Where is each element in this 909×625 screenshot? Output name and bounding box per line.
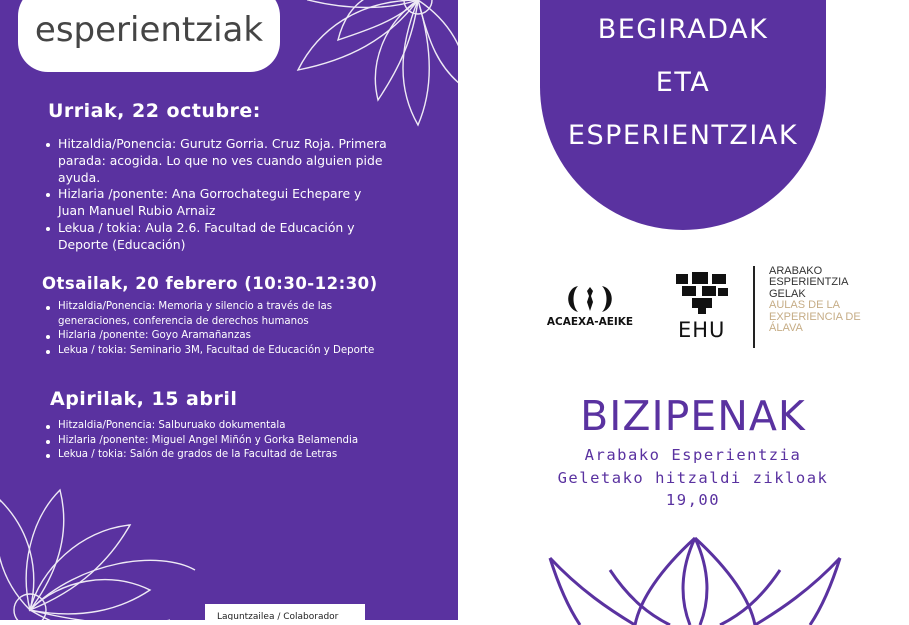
main-title: BIZIPENAK (580, 392, 806, 440)
acaexa-logo-icon (538, 284, 642, 314)
mandala-decoration-icon (268, 0, 458, 130)
ehu-aulas-text (769, 266, 861, 334)
panel-title: esperientziak (34, 10, 264, 50)
header-banner (540, 0, 826, 230)
list-item: parada: acogida. Lo que no ves cuando alguien pide (58, 152, 383, 168)
session-heading: Otsailak, 20 febrero (10:30-12:30) (42, 274, 378, 293)
list-item: Hizlaria /ponente: Goyo Aramañanzas (58, 329, 458, 344)
ehu-text-line: GELAK (769, 287, 806, 300)
list-item: Lekua / tokia: Aula 2.6. Facultad de Educación y (58, 220, 448, 237)
session-heading: Urriak, 22 octubre: (48, 100, 261, 122)
subtitle-line: Arabako Esperientzia (584, 446, 802, 464)
ehu-text-line: ÁLAVA (769, 322, 803, 335)
header-line: ESPERIENTZIAK (567, 120, 799, 151)
list-item: generaciones, conferencia de derechos humanos (58, 315, 309, 327)
list-item: Lekua / tokia: Salón de grados de la Facultad de Letras (58, 448, 458, 463)
list-item: Hitzaldia/Ponencia: Salburuako dokumentala (58, 419, 458, 434)
list-item: Juan Manuel Rubio Arnaiz (58, 203, 216, 219)
title-pill (18, 0, 280, 72)
ehu-text-line: EXPERIENCIA DE (769, 310, 861, 323)
list-item: Hizlaria /ponente: Miguel Angel Miñón y Gorka Belamendia (58, 434, 458, 449)
acaexa-label: ACAEXA-AEIKE (546, 316, 634, 328)
header-line: ETA (655, 67, 711, 98)
list-item: Hitzaldia/Ponencia: Gurutz Gorria. Cruz Roja. Primera (58, 136, 448, 153)
list-item: Hizlaria /ponente: Ana Gorrochategui Echepare y (58, 186, 448, 203)
session-details (42, 419, 458, 463)
subtitle-line: Geletako hitzaldi zikloak (557, 469, 829, 487)
ehu-text-line: ARABAKO (769, 265, 823, 277)
list-item: ayuda. (58, 169, 101, 185)
ehu-text-line: ESPERIENTZIA (769, 276, 849, 289)
ehu-label: EHU (678, 318, 726, 342)
session-details (42, 300, 458, 358)
mandala-decoration-icon (0, 470, 200, 620)
session-details (42, 136, 448, 254)
lotus-mandala-icon (540, 530, 850, 625)
list-item: Deporte (Educación) (58, 236, 186, 252)
header-line: BEGIRADAK (597, 14, 769, 45)
sponsor-label: Laguntzailea / Colaborador (217, 612, 339, 620)
sponsor-box (205, 604, 365, 620)
ehu-text-line: AULAS DE LA (769, 299, 840, 312)
list-item: Hitzaldia/Ponencia: Memoria y silencio a través de las (58, 300, 458, 315)
program-panel (0, 0, 458, 620)
list-item: Lekua / tokia: Seminario 3M, Facultad de Educación y Deporte (58, 344, 458, 359)
subtitle-line: 19,00 (665, 491, 721, 509)
ehu-tree-logo-icon (672, 270, 738, 316)
session-heading: Apirilak, 15 abril (50, 388, 238, 410)
ehu-logo (672, 270, 738, 342)
logo-divider (753, 266, 755, 348)
